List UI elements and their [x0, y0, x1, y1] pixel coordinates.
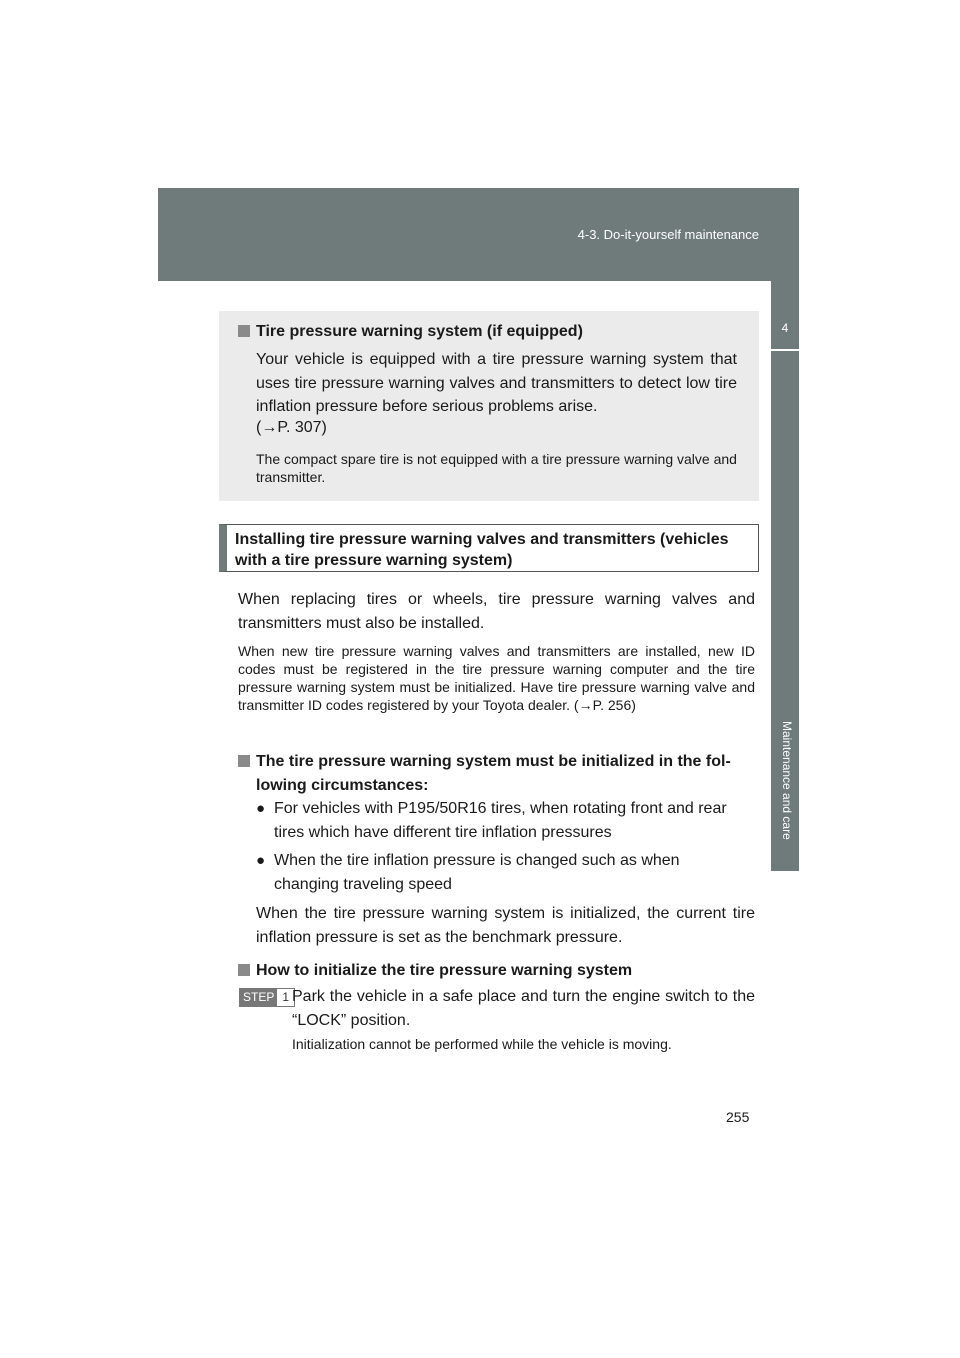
- section-heading: Installing tire pressure warning valves and transmitters (vehicles with a tire pressure warning system): [219, 524, 759, 572]
- info-box-title-text: Tire pressure warning system (if equipped): [256, 323, 583, 340]
- section-note: When new tire pressure warning valves and transmitters are installed, new ID codes must be registered in the tire pressure warning computer and the tire pressure warning system must be initialized. Have tire pressure warning valve and transmitter ID codes registered by your Toyota dealer. (→P. 256): [238, 643, 755, 713]
- square-bullet-icon: [238, 755, 250, 767]
- info-box-title: [238, 323, 737, 341]
- info-box-note: The compact spare tire is not equipped with a tire pressure warning valve and transmitter.: [256, 450, 737, 485]
- step-badge: [239, 988, 295, 1007]
- step-label: STEP: [240, 989, 277, 1006]
- step-text: Park the vehicle in a safe place and turn the engine switch to the “LOCK” position.: [292, 988, 755, 1029]
- section-label: 4-3. Do-it-yourself maintenance: [577, 227, 759, 242]
- list-item: [256, 849, 755, 897]
- bullet-line2: changing traveling speed: [274, 876, 452, 893]
- chapter-number: 4: [781, 321, 789, 335]
- step-note: Initialization cannot be performed while the vehicle is moving.: [292, 1036, 672, 1052]
- chapter-tab-title: [771, 351, 799, 871]
- info-box-page-ref[interactable]: (→P. 307): [256, 418, 327, 436]
- initialize-explanation: When the tire pressure warning system is initialized, the current tire inflation pressure is set as the benchmark pressure.: [256, 905, 755, 946]
- bullet-line1: For vehicles with P195/50R16 tires, when rotating front and rear: [274, 800, 727, 817]
- square-bullet-icon: [238, 964, 250, 976]
- initialize-heading-line1: The tire pressure warning system must be initialized in the fol-: [256, 753, 731, 770]
- info-box-body: Your vehicle is equipped with a tire pressure warning system that uses tire pressure warning valves and transmitters to detect low tire inflation pressure before serious problems arise.: [256, 351, 737, 415]
- howto-heading-text: How to initialize the tire pressure warning system: [256, 962, 633, 979]
- info-box: [219, 311, 759, 501]
- chapter-tab-number: [771, 281, 799, 349]
- header-band: [158, 188, 799, 281]
- step-number: 1: [277, 989, 294, 1006]
- bullet-dot-icon: ●: [256, 852, 266, 869]
- bullet-dot-icon: ●: [256, 800, 266, 817]
- bullet-line1: When the tire inflation pressure is changed such as when: [274, 852, 680, 869]
- initialize-heading: [238, 750, 755, 798]
- howto-heading: [238, 959, 755, 983]
- list-item: [256, 797, 755, 845]
- initialize-heading-line2: lowing circumstances:: [256, 777, 429, 794]
- square-bullet-icon: [238, 325, 250, 337]
- section-intro: When replacing tires or wheels, tire pressure warning valves and transmitters must also be installed.: [238, 591, 755, 632]
- bullet-line2: tires which have different tire inflation pressures: [274, 824, 612, 841]
- page-number: 255: [726, 1109, 750, 1125]
- chapter-title: Maintenance and care: [780, 721, 794, 840]
